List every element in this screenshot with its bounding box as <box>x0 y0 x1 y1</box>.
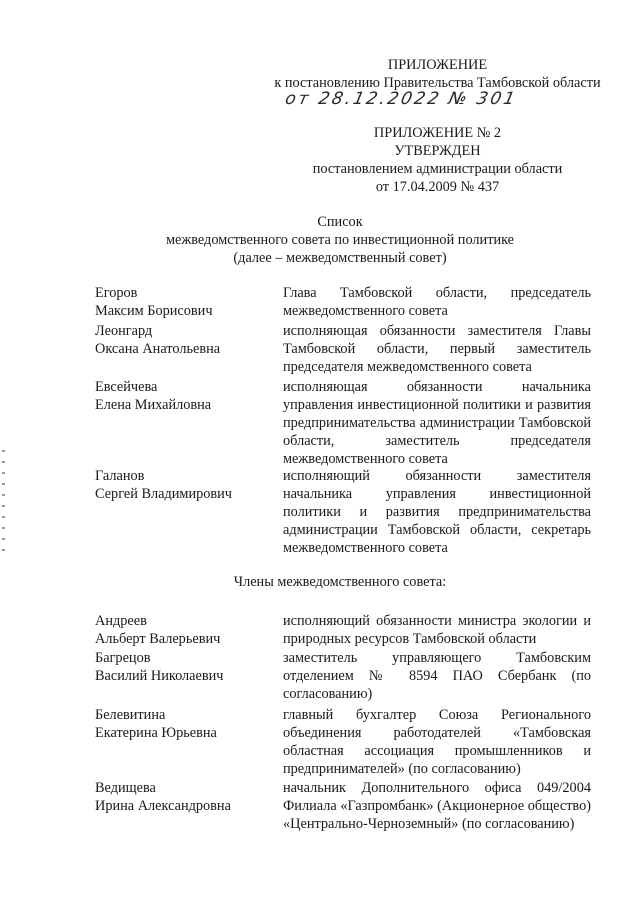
given-names: Василий Николаевич <box>95 668 224 684</box>
given-names: Екатерина Юрьевна <box>95 725 217 741</box>
person-position: Глава Тамбовской области, председатель межведомственного совета <box>283 285 591 319</box>
person-position: главный бухгалтер Союза Регионального объединения работодателей «Тамбовская областная ассоциация промышленников и предпринимателей» (по согласованию) <box>283 707 591 777</box>
approved-label: УТВЕРЖДЕН <box>394 143 481 159</box>
person-position: исполняющая обязанности заместителя Главы Тамбовской области, первый заместитель председателя межведомственного совета <box>283 323 591 375</box>
given-names: Елена Михайловна <box>95 397 212 413</box>
person-name <box>95 612 275 648</box>
given-names: Максим Борисович <box>95 303 213 319</box>
person-name <box>95 322 275 358</box>
given-names: Сергей Владимирович <box>95 486 232 502</box>
surname: Ведищева <box>95 780 156 796</box>
person-name <box>95 467 275 503</box>
approval-block <box>250 124 625 196</box>
surname: Галанов <box>95 468 145 484</box>
given-names: Альберт Валерьевич <box>95 631 221 647</box>
header-block <box>250 56 625 92</box>
scan-edge-marks <box>2 450 5 570</box>
given-names: Оксана Анатольевна <box>95 341 221 357</box>
person-position: начальник Дополнительного офиса 049/2004 Филиала «Газпромбанк» (Акционерное общество) «Центрально-Черноземный» (по согласованию) <box>283 780 591 832</box>
surname: Евсейчева <box>95 379 158 395</box>
person-position: заместитель управляющего Тамбовским отделением № 8594 ПАО Сбербанк (по согласованию) <box>283 650 591 702</box>
person-position: исполняющий обязанности министра экологии и природных ресурсов Тамбовской области <box>283 613 591 647</box>
appendix-2-title: ПРИЛОЖЕНИЕ № 2 <box>373 125 502 141</box>
surname: Андреев <box>95 613 147 629</box>
person-name <box>95 284 275 320</box>
person-name <box>95 649 275 685</box>
handwritten-date-number: от 28.12.2022 № 301 <box>283 89 520 109</box>
appendix-title: ПРИЛОЖЕНИЕ <box>387 57 488 73</box>
document-title <box>60 213 620 267</box>
title-line-3: (далее – межведомственный совет) <box>233 250 447 266</box>
given-names: Ирина Александровна <box>95 798 231 814</box>
person-position: исполняющий обязанности заместителя начальника управления инвестиционной политики и развития предпринимательства администрации Тамбовской области, секретарь межведомственного совета <box>283 468 591 556</box>
person-name <box>95 779 275 815</box>
person-position: исполняющая обязанности начальника управления инвестиционной политики и развития предпринимательства администрации Тамбовской области, заместитель председателя межведомственного совета <box>283 379 591 467</box>
surname: Егоров <box>95 285 138 301</box>
appendix-ref: к постановлению Правительства Тамбовской области <box>274 75 601 91</box>
approval-date: от 17.04.2009 № 437 <box>375 179 500 195</box>
title-line-1: Список <box>317 214 363 230</box>
title-line-2: межведомственного совета по инвестиционной политике <box>165 232 515 248</box>
person-name <box>95 378 275 414</box>
surname: Леонгард <box>95 323 153 339</box>
approved-by: постановлением администрации области <box>312 161 563 177</box>
surname: Багрецов <box>95 650 151 666</box>
members-heading: Члены межведомственного совета: <box>233 574 447 590</box>
person-name <box>95 706 275 742</box>
surname: Белевитина <box>95 707 166 723</box>
